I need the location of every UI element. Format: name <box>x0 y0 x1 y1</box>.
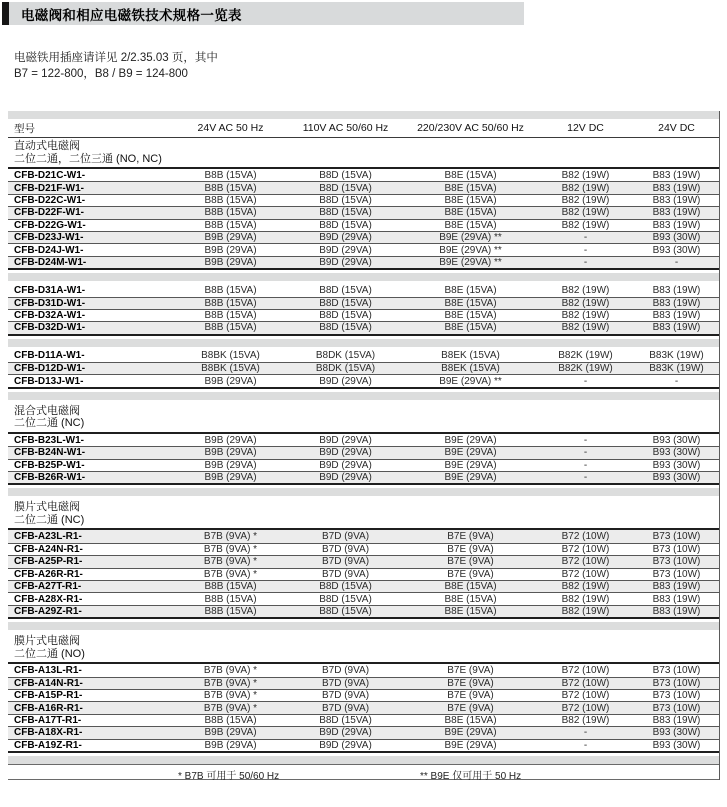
value-cell: B8B (15VA) <box>204 207 257 219</box>
table-row <box>8 256 719 268</box>
value-cell: B9B (29VA) <box>204 739 257 751</box>
page-title: 电磁阀和相应电磁铁技术规格一览表 <box>21 7 242 23</box>
value-cell: B7B (9VA) * <box>203 702 258 714</box>
model-cell: CFB-A24N-R1- <box>14 544 83 555</box>
value-cell: B8D (15VA) <box>319 581 372 593</box>
value-cell: B7E (9VA) <box>447 677 494 689</box>
model-cell: CFB-A26R-R1- <box>14 568 83 580</box>
table-row <box>8 350 719 362</box>
table-group <box>8 434 719 486</box>
value-cell: B72 (10W) <box>561 690 610 702</box>
model-cell: CFB-D13J-W1- <box>14 375 84 387</box>
table-row <box>8 568 719 580</box>
value-cell: B9B (29VA) <box>204 447 257 459</box>
value-cell: B9D (29VA) <box>319 447 372 459</box>
value-cell: B8E (15VA) <box>444 169 497 181</box>
table-row <box>8 543 719 555</box>
value-cell: B8D (15VA) <box>319 169 372 181</box>
section-spacer <box>8 270 719 284</box>
value-cell: B8B (15VA) <box>204 219 257 231</box>
value-cell: - <box>583 727 588 739</box>
value-cell: B93 (30W) <box>652 472 701 484</box>
value-cell: B9D (29VA) <box>319 434 372 446</box>
value-cell: B73 (10W) <box>652 531 701 543</box>
model-cell: CFB-A27T-R1- <box>14 581 82 593</box>
value-cell: B8D (15VA) <box>319 297 372 309</box>
value-cell: B72 (10W) <box>561 531 610 543</box>
value-cell: B8B (15VA) <box>204 593 257 605</box>
section-title-line1: 膜片式电磁阀 <box>14 635 80 648</box>
value-cell: B9D (29VA) <box>319 727 372 739</box>
value-cell: B9E (29VA) <box>444 459 497 471</box>
model-cell: CFB-A18X-R1- <box>14 727 83 739</box>
value-cell: B8E (15VA) <box>444 310 497 322</box>
value-cell: B9B (29VA) <box>204 375 257 387</box>
value-cell: - <box>583 434 588 446</box>
value-cell: B82 (19W) <box>561 207 610 219</box>
model-cell: CFB-D22G-W1- <box>14 219 86 231</box>
value-cell: B93 (30W) <box>652 244 701 256</box>
value-cell: B8E (15VA) <box>444 182 497 194</box>
value-cell: B93 (30W) <box>652 434 701 446</box>
table-row <box>8 321 719 333</box>
value-cell: B9E (29VA) <box>444 434 497 446</box>
value-cell: - <box>583 472 588 484</box>
value-cell: B9E (29VA) ** <box>439 256 502 268</box>
model-cell: CFB-B24N-W1- <box>14 447 86 459</box>
value-cell: B9B (29VA) <box>204 232 257 244</box>
value-cell: B9D (29VA) <box>319 375 372 387</box>
value-cell: B82 (19W) <box>561 194 610 206</box>
value-cell: B8B (15VA) <box>204 297 257 309</box>
value-cell: B83 (19W) <box>652 169 701 181</box>
spacer-band <box>8 273 719 281</box>
model-cell: CFB-D21F-W1- <box>14 182 84 194</box>
value-cell: B7E (9VA) <box>447 556 494 568</box>
value-cell: B7E (9VA) <box>447 531 494 543</box>
model-cell: CFB-B25P-W1- <box>14 459 85 471</box>
section-title <box>8 499 719 530</box>
table-row <box>8 297 719 309</box>
value-cell: B9D (29VA) <box>319 244 372 256</box>
table-row <box>8 181 719 193</box>
model-cell: CFB-D31D-W1- <box>14 297 86 309</box>
value-cell: - <box>583 375 588 387</box>
value-cell: B8E (15VA) <box>444 714 497 726</box>
footer-band <box>8 756 719 764</box>
table-row <box>8 446 719 458</box>
column-header-2: 110V AC 50/60 Hz <box>302 122 389 134</box>
model-cell: CFB-D12D-W1- <box>14 363 86 375</box>
value-cell: B7B (9VA) * <box>203 544 258 555</box>
section-spacer <box>8 389 719 403</box>
table-row <box>8 459 719 471</box>
value-cell: B7D (9VA) <box>321 702 370 714</box>
value-cell: B72 (10W) <box>561 664 610 676</box>
value-cell: - <box>583 447 588 459</box>
value-cell: B9E (29VA) ** <box>439 244 502 256</box>
value-cell: B7D (9VA) <box>321 677 370 689</box>
value-cell: B8D (15VA) <box>319 207 372 219</box>
table-row <box>8 434 719 446</box>
table-row <box>8 664 719 676</box>
value-cell: B8E (15VA) <box>444 194 497 206</box>
value-cell: B8B (15VA) <box>204 581 257 593</box>
table-row <box>8 605 719 617</box>
footnote-b7b: * B7B 可用于 50/60 Hz <box>178 770 280 782</box>
value-cell: B9D (29VA) <box>319 256 372 268</box>
value-cell: B82 (19W) <box>561 605 610 617</box>
value-cell: B8B (15VA) <box>204 169 257 181</box>
value-cell: B83 (19W) <box>652 581 701 593</box>
value-cell: B93 (30W) <box>652 739 701 751</box>
value-cell: B8E (15VA) <box>444 593 497 605</box>
column-header-1: 24V AC 50 Hz <box>197 122 264 134</box>
value-cell: B8B (15VA) <box>204 194 257 206</box>
value-cell: B8E (15VA) <box>444 605 497 617</box>
model-cell: CFB-D22C-W1- <box>14 194 86 206</box>
value-cell: B73 (10W) <box>652 556 701 568</box>
value-cell: B82 (19W) <box>561 714 610 726</box>
value-cell: - <box>583 459 588 471</box>
value-cell: B82 (19W) <box>561 593 610 605</box>
column-header-5: 24V DC <box>658 122 695 134</box>
value-cell: B7E (9VA) <box>447 544 494 555</box>
value-cell: B9B (29VA) <box>204 434 257 446</box>
value-cell: B8D (15VA) <box>319 284 372 296</box>
value-cell: B83K (19W) <box>649 350 704 362</box>
value-cell: B9B (29VA) <box>204 244 257 256</box>
spacer-band <box>8 488 719 496</box>
table-row <box>8 169 719 181</box>
model-cell: CFB-A14N-R1- <box>14 677 83 689</box>
model-cell: CFB-D11A-W1- <box>14 350 85 362</box>
model-cell: CFB-D24M-W1- <box>14 256 87 268</box>
value-cell: B9D (29VA) <box>319 232 372 244</box>
value-cell: B8EK (15VA) <box>441 363 500 375</box>
table-row <box>8 726 719 738</box>
model-cell: CFB-D31A-W1- <box>14 284 86 296</box>
section-title <box>8 403 719 434</box>
value-cell: B9E (29VA) <box>444 727 497 739</box>
value-cell: B7E (9VA) <box>447 690 494 702</box>
table-row <box>8 739 719 751</box>
value-cell: B82K (19W) <box>558 363 613 375</box>
table-header-row <box>8 119 719 138</box>
value-cell: B73 (10W) <box>652 702 701 714</box>
value-cell: B9D (29VA) <box>319 459 372 471</box>
value-cell: B9B (29VA) <box>204 472 257 484</box>
value-cell: B8DK (15VA) <box>315 363 376 375</box>
value-cell: - <box>583 256 588 268</box>
value-cell: B82 (19W) <box>561 581 610 593</box>
section-title-line2: 二位二通 (NC) <box>14 513 85 526</box>
spacer-band <box>8 339 719 347</box>
value-cell: B8BK (15VA) <box>201 363 260 375</box>
page-title-bar <box>2 2 524 25</box>
value-cell: B72 (10W) <box>561 702 610 714</box>
model-cell: CFB-D23J-W1- <box>14 232 84 244</box>
value-cell: B7B (9VA) * <box>203 568 258 580</box>
column-header-model: 型号 <box>14 122 35 135</box>
table-row <box>8 219 719 231</box>
value-cell: B9E (29VA) ** <box>439 232 502 244</box>
value-cell: B83 (19W) <box>652 714 701 726</box>
table-row <box>8 530 719 542</box>
model-cell: CFB-D24J-W1- <box>14 244 84 256</box>
table-row <box>8 677 719 689</box>
value-cell: B83 (19W) <box>652 182 701 194</box>
model-cell: CFB-A17T-R1- <box>14 714 82 726</box>
value-cell: B8DK (15VA) <box>315 350 376 362</box>
value-cell: B7D (9VA) <box>321 556 370 568</box>
table-group <box>8 664 719 753</box>
value-cell: B82 (19W) <box>561 284 610 296</box>
model-cell: CFB-B26R-W1- <box>14 472 86 484</box>
value-cell: - <box>583 739 588 751</box>
section-spacer <box>8 485 719 499</box>
value-cell: B83 (19W) <box>652 605 701 617</box>
table-row <box>8 309 719 321</box>
value-cell: B83 (19W) <box>652 310 701 322</box>
value-cell: - <box>583 232 588 244</box>
value-cell: B7D (9VA) <box>321 690 370 702</box>
value-cell: B72 (10W) <box>561 568 610 580</box>
spacer-band <box>8 622 719 630</box>
value-cell: B73 (10W) <box>652 677 701 689</box>
table-row <box>8 701 719 713</box>
value-cell: B83 (19W) <box>652 593 701 605</box>
value-cell: B83 (19W) <box>652 297 701 309</box>
model-cell: CFB-A23L-R1- <box>14 531 82 543</box>
section-title <box>8 138 719 169</box>
section-title-line2: 二位二通，二位三通 (NO, NC) <box>14 152 162 165</box>
value-cell: B8D (15VA) <box>319 194 372 206</box>
value-cell: B7E (9VA) <box>447 702 494 714</box>
intro-line-1: 电磁铁用插座请详见 2/2.35.03 页，其中 <box>14 52 218 64</box>
value-cell: B83 (19W) <box>652 219 701 231</box>
value-cell: B82 (19W) <box>561 169 610 181</box>
model-cell: CFB-B23L-W1- <box>14 434 84 446</box>
value-cell: B7D (9VA) <box>321 531 370 543</box>
table-top-band <box>8 111 719 119</box>
value-cell: B9D (29VA) <box>319 472 372 484</box>
table-row <box>8 206 719 218</box>
value-cell: B7B (9VA) * <box>203 690 258 702</box>
value-cell: B73 (10W) <box>652 568 701 580</box>
section-title <box>8 633 719 664</box>
value-cell: B9E (29VA) <box>444 739 497 751</box>
table-row <box>8 284 719 296</box>
model-cell: CFB-A15P-R1- <box>14 690 83 702</box>
model-cell: CFB-A16R-R1- <box>14 702 83 714</box>
value-cell: B8D (15VA) <box>319 322 372 334</box>
table-row <box>8 592 719 604</box>
value-cell: B9B (29VA) <box>204 459 257 471</box>
value-cell: B82 (19W) <box>561 182 610 194</box>
table-row <box>8 580 719 592</box>
model-cell: CFB-A28X-R1- <box>14 593 83 605</box>
table-row <box>8 555 719 567</box>
value-cell: - <box>583 244 588 256</box>
model-cell: CFB-D22F-W1- <box>14 207 84 219</box>
value-cell: B8E (15VA) <box>444 297 497 309</box>
intro-line-2: B7 = 122-800，B8 / B9 = 124-800 <box>14 68 188 80</box>
table-row <box>8 714 719 726</box>
model-cell: CFB-A13L-R1- <box>14 664 82 676</box>
table-row <box>8 689 719 701</box>
value-cell: B7D (9VA) <box>321 664 370 676</box>
section-spacer <box>8 619 719 633</box>
value-cell: B8D (15VA) <box>319 310 372 322</box>
value-cell: B8D (15VA) <box>319 714 372 726</box>
value-cell: B8B (15VA) <box>204 605 257 617</box>
value-cell: B82K (19W) <box>558 350 613 362</box>
value-cell: B72 (10W) <box>561 677 610 689</box>
value-cell: B8E (15VA) <box>444 322 497 334</box>
intro-note <box>14 50 218 82</box>
section-spacer <box>8 336 719 350</box>
value-cell: B8D (15VA) <box>319 182 372 194</box>
value-cell: B82 (19W) <box>561 219 610 231</box>
table-group <box>8 530 719 619</box>
table-group <box>8 284 719 336</box>
value-cell: B8E (15VA) <box>444 284 497 296</box>
value-cell: B9E (29VA) <box>444 447 497 459</box>
table-row <box>8 471 719 483</box>
value-cell: B9B (29VA) <box>204 727 257 739</box>
section-title-line1: 膜片式电磁阀 <box>14 501 80 514</box>
value-cell: B93 (30W) <box>652 232 701 244</box>
model-cell: CFB-D32D-W1- <box>14 322 86 334</box>
value-cell: B93 (30W) <box>652 459 701 471</box>
model-cell: CFB-D21C-W1- <box>14 169 86 181</box>
section-title-line2: 二位二通 (NO) <box>14 647 85 660</box>
model-cell: CFB-A25P-R1- <box>14 556 83 568</box>
value-cell: B83 (19W) <box>652 322 701 334</box>
value-cell: B8EK (15VA) <box>441 350 500 362</box>
value-cell: B7E (9VA) <box>447 664 494 676</box>
value-cell: - <box>674 256 679 268</box>
model-cell: CFB-A29Z-R1- <box>14 605 82 617</box>
table-group <box>8 169 719 270</box>
spec-table <box>8 111 720 780</box>
table-row <box>8 243 719 255</box>
value-cell: B72 (10W) <box>561 544 610 555</box>
table-row <box>8 374 719 386</box>
value-cell: B73 (10W) <box>652 544 701 555</box>
table-body <box>8 138 719 753</box>
section-title-line1: 直动式电磁阀 <box>14 140 80 152</box>
column-header-3: 220/230V AC 50/60 Hz <box>417 122 524 134</box>
model-cell: CFB-D32A-W1- <box>14 310 86 322</box>
section-title-line1: 混合式电磁阀 <box>14 404 80 417</box>
spacer-band <box>8 392 719 400</box>
value-cell: B8D (15VA) <box>319 219 372 231</box>
value-cell: B8B (15VA) <box>204 284 257 296</box>
model-cell: CFB-A19Z-R1- <box>14 739 82 751</box>
footnote-b9e: ** B9E 仅可用于 50 Hz <box>420 770 522 782</box>
value-cell: B83 (19W) <box>652 207 701 219</box>
value-cell: B73 (10W) <box>652 664 701 676</box>
value-cell: B7B (9VA) * <box>203 531 258 543</box>
value-cell: B8E (15VA) <box>444 219 497 231</box>
value-cell: B82 (19W) <box>561 322 610 334</box>
value-cell: B8B (15VA) <box>204 714 257 726</box>
value-cell: B8D (15VA) <box>319 593 372 605</box>
value-cell: B8B (15VA) <box>204 322 257 334</box>
value-cell: B7E (9VA) <box>447 568 494 580</box>
table-row <box>8 231 719 243</box>
value-cell: B82 (19W) <box>561 297 610 309</box>
value-cell: B7B (9VA) * <box>203 556 258 568</box>
value-cell: B7D (9VA) <box>321 544 370 555</box>
value-cell: B7B (9VA) * <box>203 664 258 676</box>
value-cell: B93 (30W) <box>652 447 701 459</box>
value-cell: B8B (15VA) <box>204 182 257 194</box>
value-cell: B93 (30W) <box>652 727 701 739</box>
value-cell: B83 (19W) <box>652 284 701 296</box>
section-title-line2: 二位二通 (NC) <box>14 417 85 430</box>
value-cell: B8E (15VA) <box>444 581 497 593</box>
value-cell: B7B (9VA) * <box>203 677 258 689</box>
value-cell: B83 (19W) <box>652 194 701 206</box>
value-cell: B9E (29VA) ** <box>439 375 502 387</box>
value-cell: - <box>674 375 679 387</box>
value-cell: B8E (15VA) <box>444 207 497 219</box>
table-row <box>8 194 719 206</box>
value-cell: B9E (29VA) <box>444 472 497 484</box>
value-cell: B8B (15VA) <box>204 310 257 322</box>
table-row <box>8 362 719 374</box>
value-cell: B73 (10W) <box>652 690 701 702</box>
value-cell: B8BK (15VA) <box>201 350 260 362</box>
value-cell: B9D (29VA) <box>319 739 372 751</box>
table-group <box>8 350 719 389</box>
column-header-4: 12V DC <box>567 122 604 134</box>
value-cell: B82 (19W) <box>561 310 610 322</box>
value-cell: B8D (15VA) <box>319 605 372 617</box>
value-cell: B72 (10W) <box>561 556 610 568</box>
value-cell: B83K (19W) <box>649 363 704 375</box>
value-cell: B9B (29VA) <box>204 256 257 268</box>
value-cell: B7D (9VA) <box>321 568 370 580</box>
footnote-row <box>8 764 719 780</box>
